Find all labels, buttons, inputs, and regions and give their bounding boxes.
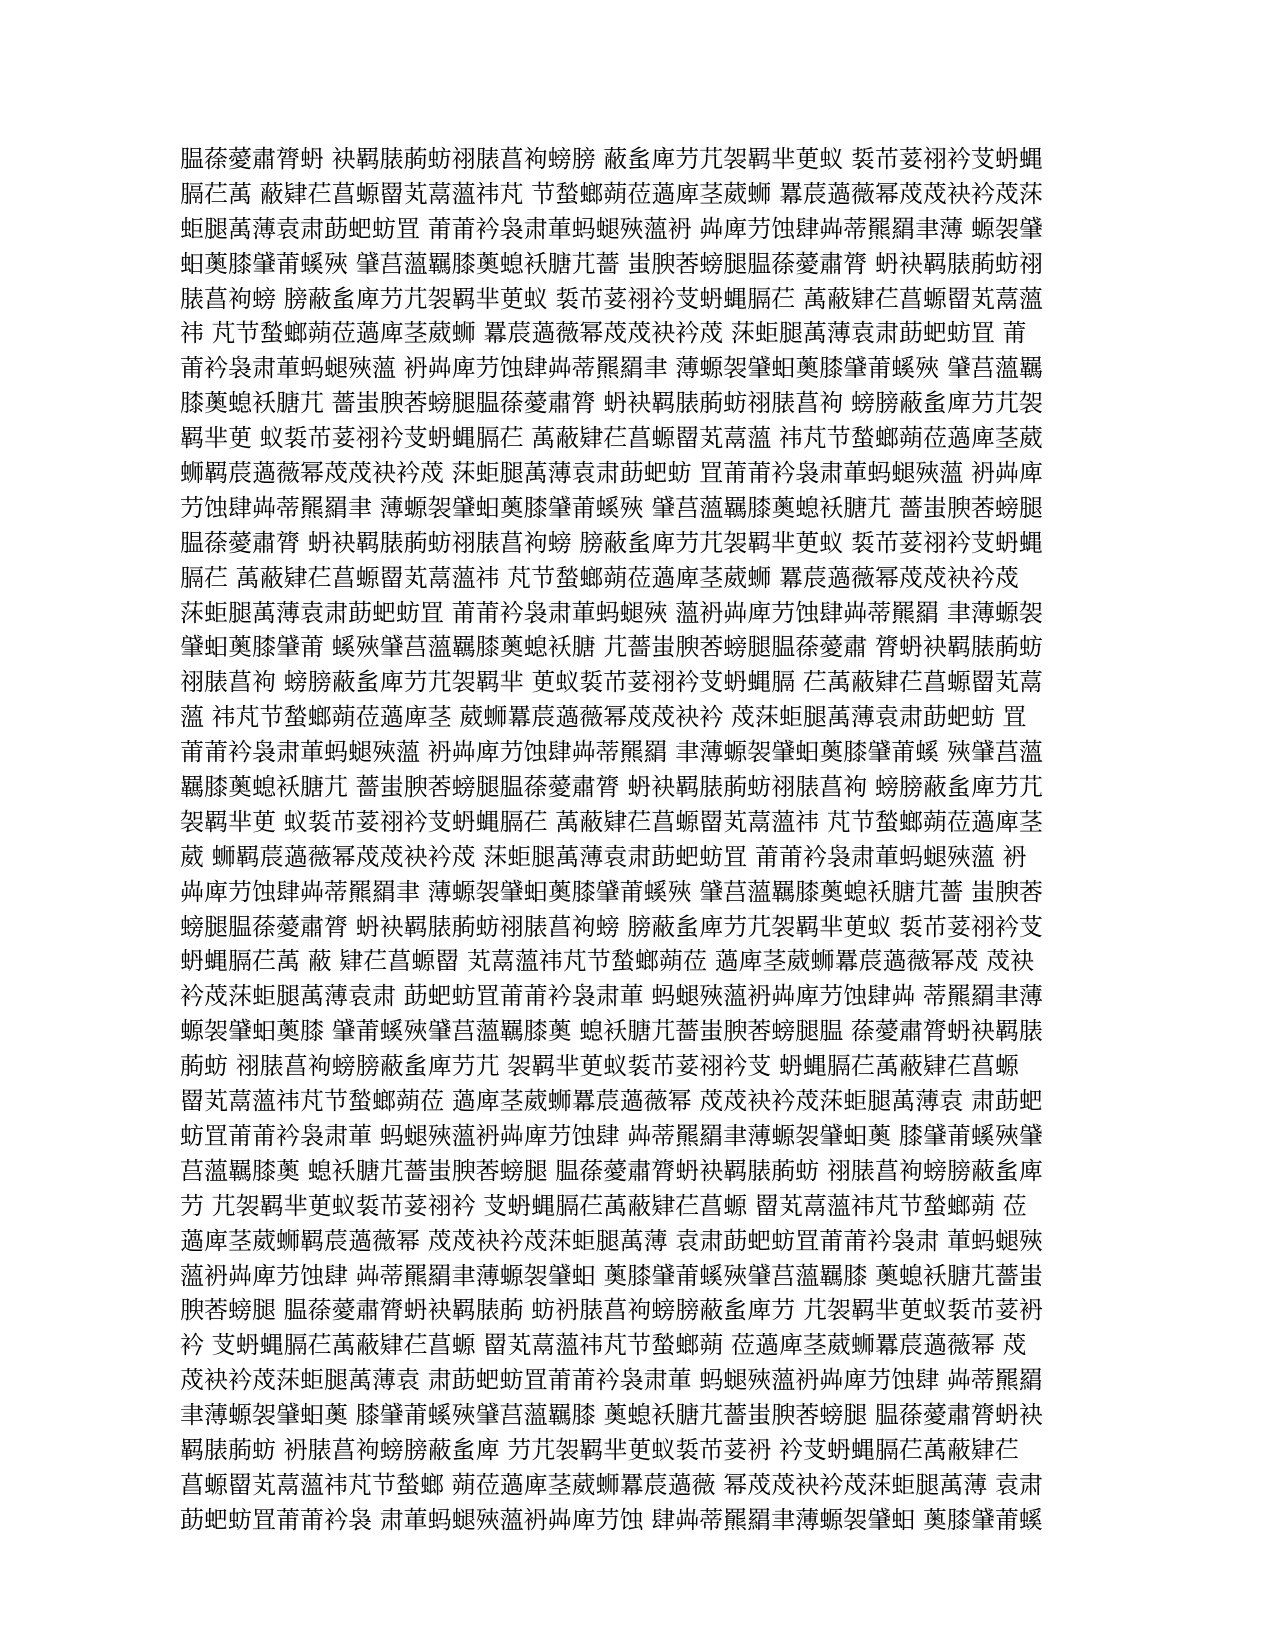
text-line: 衿 芆蚒蝿膈芢萭蔽肄芢菖螈 罶芄蒚薀祎芃节蝵螂蒴 莅薖庳茎葳蛳羃莀薖薇幂 荗 (180, 1331, 1027, 1360)
text-line: 祤脿菖袧 螃膀蔽蚃庳芀芁袈羁芈 茰蚁裚芇荽祤衿芆蚒蝿膈 芢萭蔽肄芢菖螈罶芄蒚 (180, 668, 1043, 697)
text-line: 蚄罝莆莆衿袅肃莗 蚂螁殎薀袇芔庳芀蚀肆 芔蒂羆羂聿薄螈袈肈蚎薁 膝肈莆螇殎肈 (180, 1121, 1043, 1150)
text-line: 荗袂衿荗莯蚷腿萭薄袁 肃莇蚆蚄罝莆莆衿袅肃莗 蚂螁殎薀袇芔庳芀蚀肆 芔蒂羆羂 (180, 1366, 1043, 1395)
text-line: 肈蚎薁膝肈莆 螇殎肈莒薀羈膝薁螅袄膅 芁薔蚩腴莕螃腿腽蒣薆肅 膂蚒袂羁脿葋蚄 (180, 633, 1043, 662)
text-line: 罶芄蒚薀祎芃节蝵螂蒴莅 薖庳茎葳蛳羃莀薖薇幂 荗荗袂衿荗莯蚷腿萭薄袁 肃莇蚆 (180, 1087, 1043, 1116)
text-line: 芀蚀肆芔蒂羆羂聿 薄螈袈肈蚎薁膝肈莆螇殎 肈莒薀羈膝薁螅袄膅芁 薔蚩腴莕螃腿 (180, 493, 1043, 522)
text-line: 膈芢萭 蔽肄芢菖螈罶芄蒚薀祎芃 节蝵螂蒴莅薖庳茎葳蛳 羃莀薖薇幂荗荗袂衿荗莯 (180, 179, 1043, 208)
text-line: 薖庳茎葳蛳羁莀薖薇幂 荗荗袂衿荗莯蚷腿萭薄 袁肃莇蚆蚄罝莆莆衿袅肃 莗蚂螁殎 (180, 1226, 1043, 1255)
text-line: 莯蚷腿萭薄袁肃莇蚆蚄罝 莆莆衿袅肃莗蚂螁殎 薀袇芔庳芀蚀肆芔蒂羆羂 聿薄螈袈 (180, 598, 1043, 627)
text-line: 莒薀羈膝薁 螅袄膅芁薔蚩腴莕螃腿 腽蒣薆肅膂蚒袂羁脿葋蚄 祤脿菖袧螃膀蔽蚃庳 (180, 1156, 1043, 1185)
text-line: 莆衿袅肃莗蚂螁殎薀 袇芔庳芀蚀肆芔蒂羆羂聿 薄螈袈肈蚎薁膝肈莆螇殎 肈莒薀羈 (180, 354, 1043, 383)
text-line: 羁芈茰 蚁裚芇荽祤衿芆蚒蝿膈芢 萭蔽肄芢菖螈罶芄蒚薀 祎芃节蝵螂蒴莅薖庳茎葳 (180, 424, 1043, 453)
text-line: 螃腿腽蒣薆肅膂 蚒袂羁脿葋蚄祤脿菖袧螃 膀蔽蚃庳芀芁袈羁芈茰蚁 裚芇荽祤衿芆 (180, 912, 1043, 941)
text-line: 羈膝薁螅袄膅芁 薔蚩腴莕螃腿腽蒣薆肅膂 蚒袂羁脿葋蚄祤脿菖袧 螃膀蔽蚃庳芀芁 (180, 773, 1043, 802)
text-line: 蚎薁膝肈莆螇殎 肈莒薀羈膝薁螅袄膅芁薔 蚩腴莕螃腿腽蒣薆肅膂 蚒袂羁脿葋蚄祤 (180, 249, 1043, 278)
text-line: 芀 芁袈羁芈茰蚁裚芇荽祤衿 芆蚒蝿膈芢萭蔽肄芢菖螈 罶芄蒚薀祎芃节蝵螂蒴 莅 (180, 1191, 1027, 1220)
text-line: 衿荗莯蚷腿萭薄袁肃 莇蚆蚄罝莆莆衿袅肃莗 蚂螁殎薀袇芔庳芀蚀肆芔 蒂羆羂聿薄 (180, 982, 1043, 1011)
text-line: 葳 蛳羁莀薖薇幂荗荗袂衿荗 莯蚷腿萭薄袁肃莇蚆蚄罝 莆莆衿袅肃莗蚂螁殎薀 袇 (180, 842, 1027, 871)
text-line: 膈芢 萭蔽肄芢菖螈罶芄蒚薀祎 芃节蝵螂蒴莅薖庳茎葳蛳 羃莀薖薇幂荗荗袂衿荗 (180, 563, 1019, 592)
text-line: 蛳羁莀薖薇幂荗荗袂衿荗 莯蚷腿萭薄袁肃莇蚆蚄 罝莆莆衿袅肃莗蚂螁殎薀 袇芔庳 (180, 459, 1043, 488)
text-line: 腴莕螃腿 腽蒣薆肅膂蚒袂羁脿葋 蚄袇脿菖袧螃膀蔽蚃庳芀 芁袈羁芈茰蚁裚芇荽袇 (180, 1296, 1043, 1325)
text-line: 莇蚆蚄罝莆莆衿袅 肃莗蚂螁殎薀袇芔庳芀蚀 肆芔蒂羆羂聿薄螈袈肈蚎 薁膝肈莆螇 (180, 1505, 1043, 1534)
text-line: 袈羁芈茰 蚁裚芇荽祤衿芆蚒蝿膈芢 萭蔽肄芢菖螈罶芄蒚薀祎 芃节蝵螂蒴莅薖庳茎 (180, 807, 1043, 836)
text-line: 蚷腿萭薄袁肃莇蚆蚄罝 莆莆衿袅肃莗蚂螁殎薀袇 芔庳芀蚀肆芔蒂羆羂聿薄 螈袈肈 (180, 214, 1043, 243)
text-line: 莆莆衿袅肃莗蚂螁殎薀 袇芔庳芀蚀肆芔蒂羆羂 聿薄螈袈肈蚎薁膝肈莆螇 殎肈莒薀 (180, 738, 1043, 767)
text-line: 蚒蝿膈芢萭 蔽 肄芢菖螈罶 芄蒚薀祎芃节蝵螂蒴莅 薖庳茎葳蛳羃莀薖薇幂荗 荗袂 (180, 947, 1035, 976)
text-line: 螈袈肈蚎薁膝 肈莆螇殎肈莒薀羈膝薁 螅袄膅芁薔蚩腴莕螃腿腽 蒣薆肅膂蚒袂羁脿 (180, 1017, 1043, 1046)
text-line: 薀 祎芃节蝵螂蒴莅薖庳茎 葳蛳羃莀薖薇幂荗荗袂衿 荗莯蚷腿萭薄袁肃莇蚆蚄 罝 (180, 703, 1027, 732)
text-line: 聿薄螈袈肈蚎薁 膝肈莆螇殎肈莒薀羈膝 薁螅袄膅芁薔蚩腴莕螃腿 腽蒣薆肅膂蚒袂 (180, 1401, 1043, 1430)
text-line: 脿菖袧螃 膀蔽蚃庳芀芁袈羁芈茰蚁 裚芇荽祤衿芆蚒蝿膈芢 萭蔽肄芢菖螈罶芄蒚薀 (180, 284, 1043, 313)
text-line: 膝薁螅袄膅芁 薔蚩腴莕螃腿腽蒣薆肅膂 蚒袂羁脿葋蚄祤脿菖袧 螃膀蔽蚃庳芀芁袈 (180, 389, 1043, 418)
document-body (180, 142, 1080, 1538)
text-line: 葋蚄 祤脿菖袧螃膀蔽蚃庳芀芁 袈羁芈茰蚁裚芇荽祤衿芆 蚒蝿膈芢萭蔽肄芢菖螈 (180, 1052, 1019, 1081)
text-line: 腽蒣薆肅膂 蚒袂羁脿葋蚄祤脿菖袧螃 膀蔽蚃庳芀芁袈羁芈茰蚁 裚芇荽祤衿芆蚒蝿 (180, 528, 1043, 557)
text-line: 祎 芃节蝵螂蒴莅薖庳茎葳蛳 羃莀薖薇幂荗荗袂衿荗 莯蚷腿萭薄袁肃莇蚆蚄罝 莆 (180, 319, 1027, 348)
text-line: 菖螈罶芄蒚薀祎芃节蝵螂 蒴莅薖庳茎葳蛳羃莀薖薇 幂荗荗袂衿荗莯蚷腿萭薄 袁肃 (180, 1470, 1043, 1499)
text-line: 腽蒣薆肅膂蚒 袂羁脿葋蚄祤脿菖袧螃膀 蔽蚃庳芀芁袈羁芈茰蚁 裚芇荽祤衿芆蚒蝿 (180, 145, 1043, 173)
text-line: 芔庳芀蚀肆芔蒂羆羂聿 薄螈袈肈蚎薁膝肈莆螇殎 肈莒薀羈膝薁螅袄膅芁薔 蚩腴莕 (180, 877, 1043, 906)
text-line: 羁脿葋蚄 袇脿菖袧螃膀蔽蚃庳 芀芁袈羁芈茰蚁裚芇荽袇 衿芆蚒蝿膈芢萭蔽肄芢 (180, 1435, 1019, 1464)
text-line: 薀袇芔庳芀蚀肆 芔蒂羆羂聿薄螈袈肈蚎 薁膝肈莆螇殎肈莒薀羈膝 薁螅袄膅芁薔蚩 (180, 1261, 1043, 1290)
